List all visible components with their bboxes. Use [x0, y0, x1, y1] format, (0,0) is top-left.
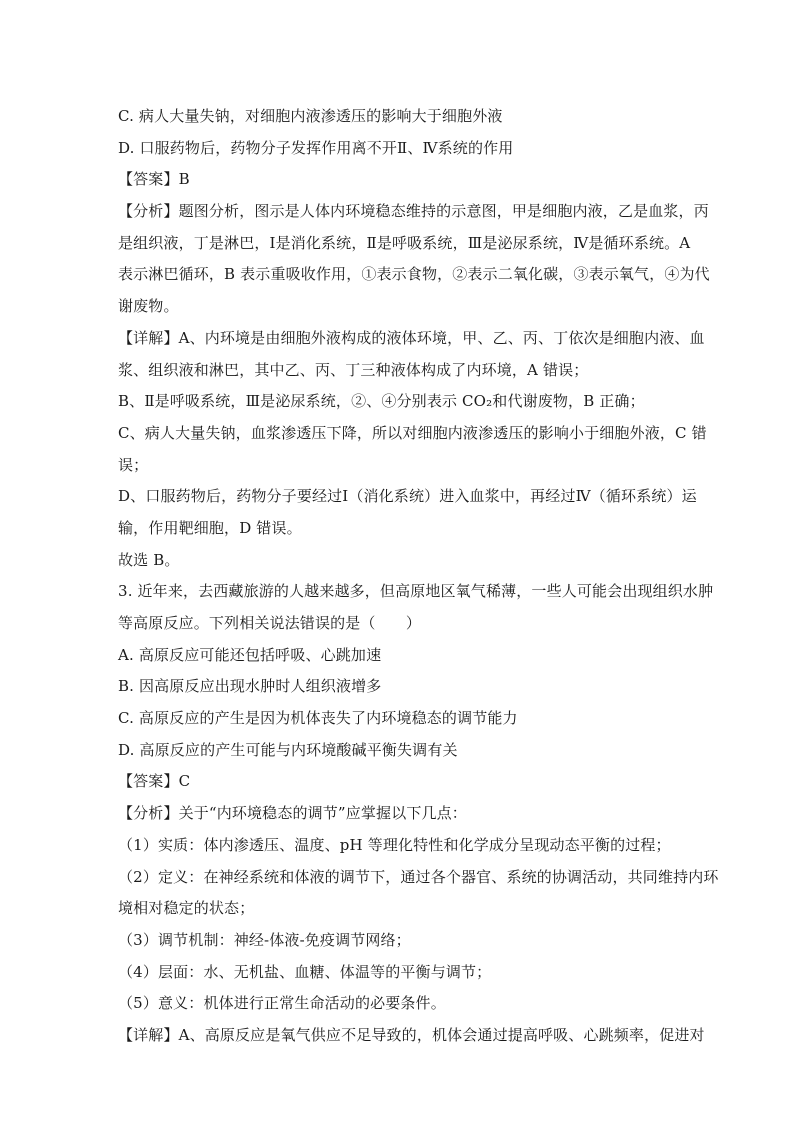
option-d: D. 口服药物后，药物分子发挥作用离不开Ⅱ、Ⅳ系统的作用 — [118, 138, 514, 157]
analysis-point: 境相对稳定的状态； — [118, 899, 255, 918]
explanation-line: 【详解】A、内环境是由细胞外液构成的液体环境，甲、乙、丙、丁依次是细胞内液、血 — [118, 328, 705, 347]
option-b: B. 因高原反应出现水肿时人组织液增多 — [118, 677, 382, 696]
analysis-point: （2）定义：在神经系统和体液的调节下，通过各个器官、系统的协调活动，共同维持内环 — [118, 867, 719, 886]
option-d: D. 高原反应的产生可能与内环境酸碱平衡失调有关 — [118, 740, 458, 759]
document-page — [118, 101, 719, 1052]
question-stem: 等高原反应。下列相关说法错误的是（ ） — [118, 614, 422, 632]
analysis-line: 表示淋巴循环，B 表示重吸收作用，①表示食物，②表示二氧化碳，③表示氧气，④为代 — [118, 265, 710, 284]
analysis-line: 【分析】题图分析，图示是人体内环境稳态维持的示意图，甲是细胞内液，乙是血浆，丙 — [118, 202, 709, 221]
analysis-point: （5）意义：机体进行正常生命活动的必要条件。 — [118, 994, 446, 1013]
explanation-line: C、病人大量失钠，血浆渗透压下降，所以对细胞内液渗透压的影响小于细胞外液，C 错 — [118, 423, 707, 442]
analysis-point: （4）层面：水、无机盐、血糖、体温等的平衡与调节； — [118, 962, 492, 981]
analysis-line: 【分析】关于“内环境稳态的调节”应掌握以下几点： — [118, 804, 467, 823]
analysis-line: 是组织液，丁是淋巴，Ⅰ是消化系统，Ⅱ是呼吸系统，Ⅲ是泌尿系统，Ⅳ是循环系统。A — [118, 233, 691, 252]
explanation-line: 【详解】A、高原反应是氧气供应不足导致的，机体会通过提高呼吸、心跳频率，促进对 — [118, 1025, 705, 1044]
explanation-line: 输，作用靶细胞，D 错误。 — [118, 518, 302, 537]
analysis-line: 谢废物。 — [118, 297, 179, 316]
question-stem: 3. 近年来，去西藏旅游的人越来越多，但高原地区氧气稀薄，一些人可能会出现组织水肿 — [118, 582, 714, 601]
answer-line: 【答案】B — [118, 170, 190, 189]
explanation-line: 误； — [118, 455, 149, 474]
analysis-point: （3）调节机制：神经-体液-免疫调节网络； — [118, 930, 411, 949]
option-a: A. 高原反应可能还包括呼吸、心跳加速 — [118, 645, 382, 664]
analysis-point: （1）实质：体内渗透压、温度、pH 等理化特性和化学成分呈现动态平衡的过程； — [118, 835, 671, 854]
conclusion-line: 故选 B。 — [118, 550, 180, 569]
answer-line: 【答案】C — [118, 772, 191, 791]
explanation-line: B、Ⅱ是呼吸系统，Ⅲ是泌尿系统，②、④分别表示 CO₂和代谢废物，B 正确； — [118, 392, 645, 411]
option-c: C. 高原反应的产生是因为机体丧失了内环境稳态的调节能力 — [118, 709, 518, 728]
explanation-line: 浆、组织液和淋巴，其中乙、丙、丁三种液体构成了内环境，A 错误； — [118, 360, 589, 379]
option-c: C. 病人大量失钠，对细胞内液渗透压的影响大于细胞外液 — [118, 107, 503, 125]
explanation-line: D、口服药物后，药物分子要经过Ⅰ（消化系统）进入血浆中，再经过Ⅳ（循环系统）运 — [118, 487, 697, 506]
